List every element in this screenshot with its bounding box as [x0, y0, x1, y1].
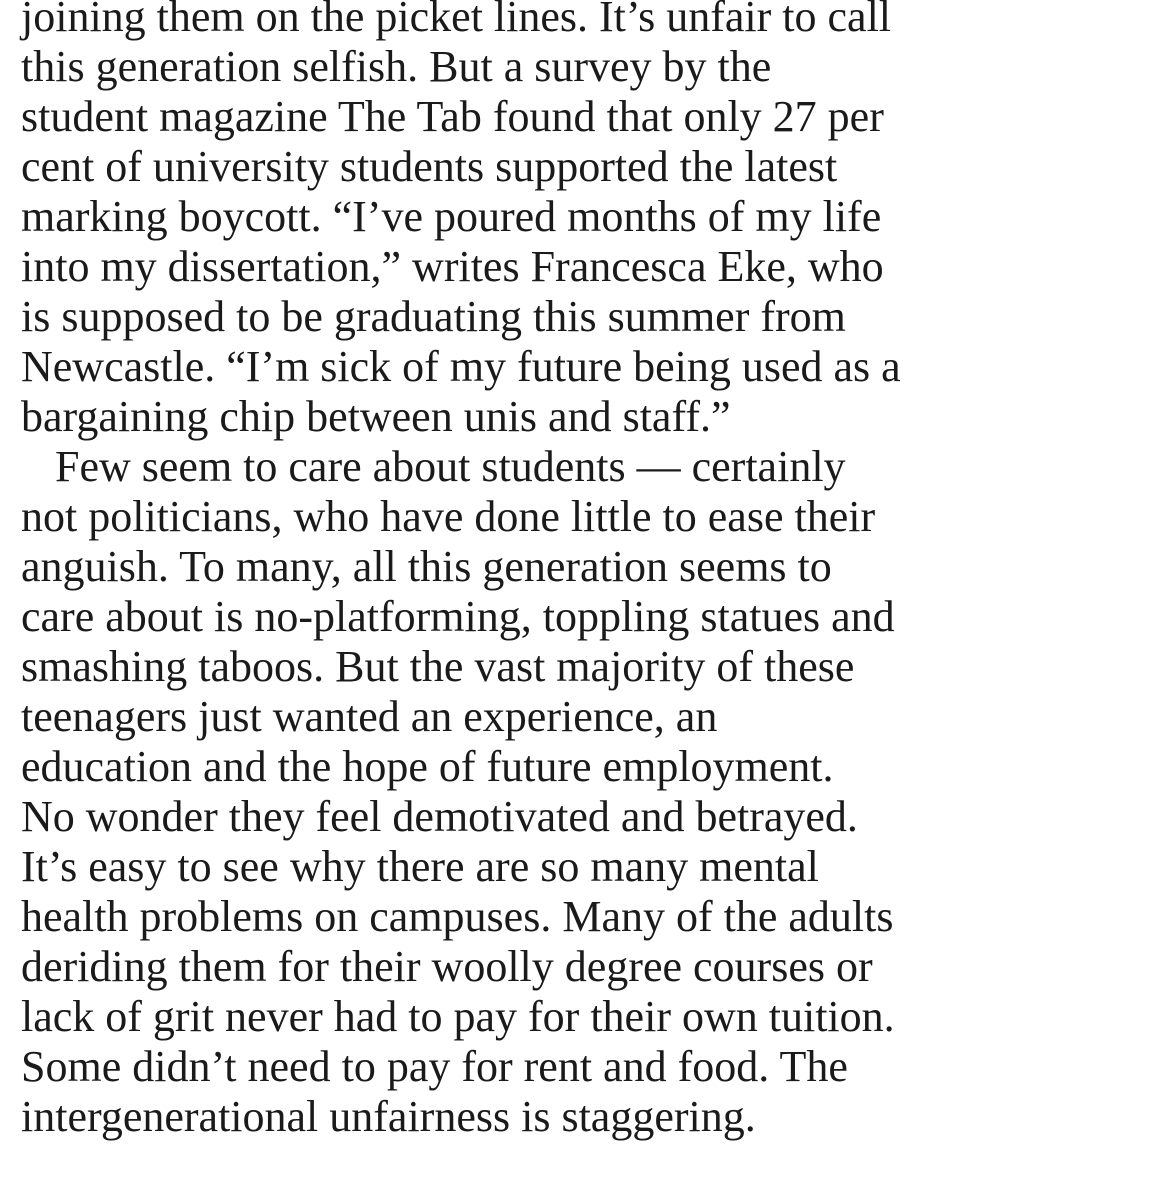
paragraph-start-line: Few seem to care about students — certainly — [55, 442, 846, 491]
article-line: bargaining chip between unis and staff.” — [21, 392, 731, 441]
article-line: deriding them for their woolly degree courses or — [21, 942, 873, 991]
article-line: education and the hope of future employment. — [21, 742, 834, 791]
article-line: teenagers just wanted an experience, an — [21, 692, 718, 741]
article-line: marking boycott. “I’ve poured months of my life — [21, 192, 882, 241]
article-line: Some didn’t need to pay for rent and food. The — [21, 1042, 848, 1091]
article-line: is supposed to be graduating this summer from — [21, 292, 846, 341]
article-line: not politicians, who have done little to ease their — [21, 492, 876, 541]
article-line: joining them on the picket lines. It’s unfair to call — [21, 0, 892, 41]
article-line: intergenerational unfairness is staggering. — [21, 1092, 756, 1141]
article-line: Newcastle. “I’m sick of my future being used as a — [21, 342, 901, 391]
article-line: student magazine The Tab found that only 27 per — [21, 92, 884, 141]
article-line: into my dissertation,” writes Francesca Eke, who — [21, 242, 884, 291]
article-line: health problems on campuses. Many of the adults — [21, 892, 894, 941]
article-line: anguish. To many, all this generation seems to — [21, 542, 832, 591]
article-line: cent of university students supported the latest — [21, 142, 838, 191]
article-line: care about is no-platforming, toppling statues and — [21, 592, 895, 641]
article-line: It’s easy to see why there are so many mental — [21, 842, 819, 891]
article-body — [21, 0, 1141, 1142]
article-line: No wonder they feel demotivated and betrayed. — [21, 792, 858, 841]
article-line: lack of grit never had to pay for their own tuition. — [21, 992, 895, 1041]
article-line: this generation selfish. But a survey by the — [21, 42, 772, 91]
article-line: smashing taboos. But the vast majority of these — [21, 642, 855, 691]
